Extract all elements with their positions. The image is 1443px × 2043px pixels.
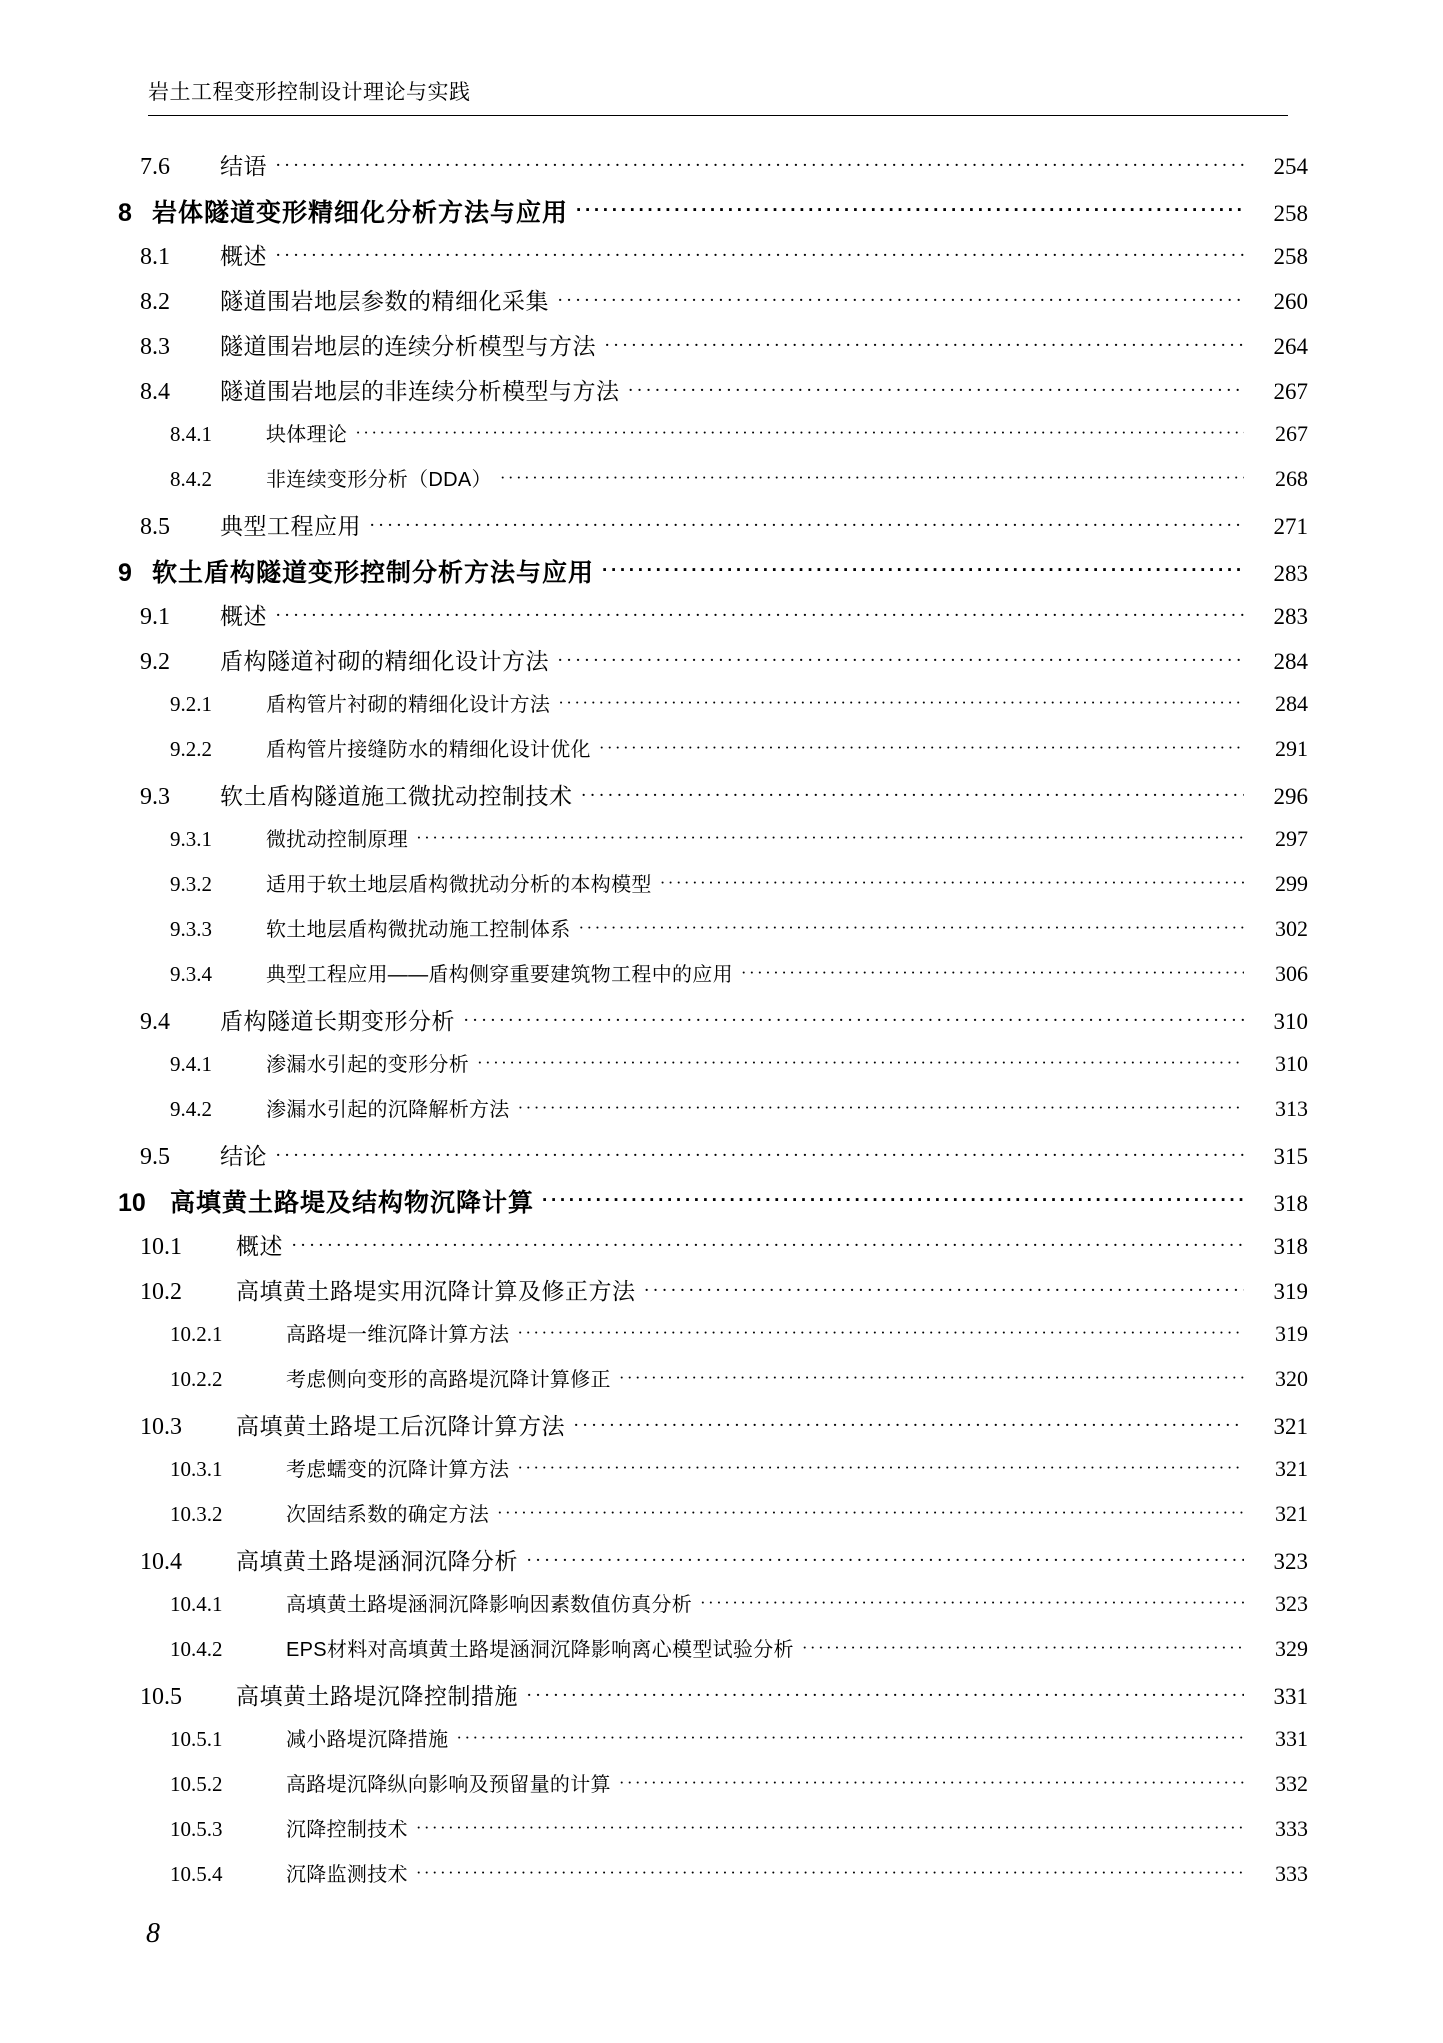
- toc-entry[interactable]: [118, 1228, 1308, 1273]
- toc-entry-title: 高填黄土路堤实用沉降计算及修正方法: [236, 1278, 636, 1304]
- toc-leader-dots: [456, 1732, 1244, 1753]
- toc-entry-title: 考虑蠕变的沉降计算方法: [286, 1459, 510, 1481]
- page-folio: 8: [146, 1918, 160, 1949]
- toc-entry-title: 隧道围岩地层的非连续分析模型与方法: [220, 378, 620, 404]
- toc-entry-number: 9.2: [140, 649, 170, 675]
- toc-entry-page-number: 329: [1275, 1636, 1308, 1661]
- toc-entry-title: 盾构管片衬砌的精细化设计方法: [266, 694, 551, 716]
- toc-entry-page-number: 284: [1273, 649, 1308, 674]
- toc-entry[interactable]: [118, 1633, 1308, 1678]
- toc-entry-title: 概述: [220, 243, 267, 269]
- toc-entry-page-number: 271: [1273, 514, 1308, 539]
- toc-entry[interactable]: [118, 1003, 1308, 1048]
- toc-entry-number: 9.3: [140, 784, 170, 810]
- toc-entry[interactable]: [118, 868, 1308, 913]
- toc-leader-dots: [660, 877, 1244, 898]
- toc-entry-page-number: 313: [1275, 1096, 1308, 1121]
- toc-entry[interactable]: [118, 778, 1308, 823]
- toc-entry-page-number: 323: [1273, 1549, 1308, 1574]
- toc-leader-dots: [416, 832, 1244, 853]
- toc-leader-dots: [355, 427, 1244, 448]
- toc-entry-title: 次固结系数的确定方法: [286, 1504, 489, 1526]
- toc-entry-number: 10.4.1: [170, 1592, 223, 1616]
- toc-entry-page-number: 333: [1275, 1861, 1308, 1886]
- toc-entry-number: 10.3.2: [170, 1502, 223, 1526]
- toc-entry-page-number: 323: [1275, 1591, 1308, 1616]
- toc-entry-number: 9.2.1: [170, 692, 212, 716]
- toc-entry[interactable]: [118, 958, 1308, 1003]
- toc-entry[interactable]: [118, 1858, 1308, 1903]
- toc-entry[interactable]: [118, 1363, 1308, 1408]
- toc-entry-title: 适用于软土地层盾构微扰动分析的本构模型: [266, 874, 652, 896]
- toc-entry-page-number: 318: [1273, 1234, 1308, 1259]
- toc-leader-dots: [526, 1554, 1244, 1578]
- toc-leader-dots: [581, 789, 1245, 813]
- toc-entry-page-number: 302: [1275, 916, 1308, 941]
- toc-entry[interactable]: [118, 598, 1308, 643]
- toc-entry[interactable]: [118, 733, 1308, 778]
- toc-entry-page-number: 268: [1275, 466, 1308, 491]
- toc-entry-page-number: 321: [1275, 1501, 1308, 1526]
- toc-entry[interactable]: [118, 1138, 1308, 1183]
- toc-entry-page-number: 310: [1275, 1051, 1308, 1076]
- toc-entry-number: 8.1: [140, 244, 170, 270]
- running-head: [148, 80, 1288, 116]
- toc-leader-dots: [557, 294, 1244, 318]
- toc-entry-number: 10.5.3: [170, 1817, 223, 1841]
- toc-entry-title: 渗漏水引起的沉降解析方法: [266, 1099, 510, 1121]
- toc-entry-title: 软土盾构隧道变形控制分析方法与应用: [152, 559, 595, 587]
- toc-entry-title: 隧道围岩地层的连续分析模型与方法: [220, 333, 596, 359]
- toc-leader-dots: [518, 1102, 1244, 1123]
- toc-entry-title: 减小路堤沉降措施: [286, 1729, 449, 1751]
- toc-entry-title: 高填黄土路堤涵洞沉降影响因素数值仿真分析: [286, 1594, 692, 1616]
- toc-leader-dots: [526, 1689, 1244, 1713]
- toc-entry-title: 典型工程应用——盾构侧穿重要建筑物工程中的应用: [266, 964, 733, 986]
- toc-leader-dots: [558, 697, 1244, 718]
- toc-entry-number: 10.5: [140, 1684, 182, 1710]
- toc-entry[interactable]: [118, 823, 1308, 868]
- toc-entry[interactable]: [118, 643, 1308, 688]
- toc-entry-number: 10.2: [140, 1279, 182, 1305]
- toc-leader-dots: [557, 654, 1244, 678]
- toc-entry-number: 9.5: [140, 1144, 170, 1170]
- toc-entry-number: 9.1: [140, 604, 170, 630]
- toc-entry-page-number: 321: [1275, 1456, 1308, 1481]
- toc-leader-dots: [579, 922, 1245, 943]
- toc-entry-title: 概述: [220, 603, 267, 629]
- toc-entry[interactable]: [118, 328, 1308, 373]
- toc-entry-title: 岩体隧道变形精细化分析方法与应用: [152, 199, 569, 227]
- toc-entry[interactable]: [118, 1813, 1308, 1858]
- toc-entry[interactable]: [118, 283, 1308, 328]
- toc-entry-page-number: 267: [1273, 379, 1308, 404]
- toc-leader-dots: [477, 1057, 1244, 1078]
- toc-entry[interactable]: [118, 373, 1308, 418]
- toc-entry-number: 10.4: [140, 1549, 182, 1575]
- toc-entry[interactable]: [118, 463, 1308, 508]
- toc-entry-title: 沉降监测技术: [286, 1864, 408, 1886]
- toc-entry[interactable]: [118, 238, 1308, 283]
- toc-entry-page-number: 331: [1273, 1684, 1308, 1709]
- toc-entry-number: 9.3.2: [170, 872, 212, 896]
- toc-entry[interactable]: [118, 1273, 1308, 1318]
- toc-leader-dots: [463, 1014, 1244, 1038]
- toc-leader-dots: [291, 1239, 1244, 1263]
- toc-entry-title: 结论: [220, 1143, 267, 1169]
- toc-entry-title: 结语: [220, 153, 267, 179]
- toc-entry-title: 隧道围岩地层参数的精细化采集: [220, 288, 549, 314]
- toc-entry-number: 8.4: [140, 379, 170, 405]
- toc-entry-page-number: 283: [1273, 604, 1308, 629]
- toc-entry-page-number: 318: [1273, 1191, 1308, 1216]
- toc-leader-dots: [644, 1284, 1245, 1308]
- toc-entry[interactable]: [118, 913, 1308, 958]
- toc-entry-title: EPS材料对高填黄土路堤涵洞沉降影响离心模型试验分析: [286, 1639, 794, 1661]
- toc-entry-page-number: 319: [1275, 1321, 1308, 1346]
- toc-entry-page-number: 264: [1273, 334, 1308, 359]
- toc-entry[interactable]: [118, 1588, 1308, 1633]
- toc-entry-page-number: 306: [1275, 961, 1308, 986]
- toc-entry-page-number: 297: [1275, 826, 1308, 851]
- toc-entry-title: 沉降控制技术: [286, 1819, 408, 1841]
- toc-entry[interactable]: [118, 1678, 1308, 1723]
- toc-entry[interactable]: [118, 1318, 1308, 1363]
- toc-entry-title: 非连续变形分析（DDA）: [266, 469, 492, 491]
- toc-entry-number: 9.4.2: [170, 1097, 212, 1121]
- toc-entry-page-number: 296: [1273, 784, 1308, 809]
- toc-entry-number: 9.3.1: [170, 827, 212, 851]
- toc-leader-dots: [497, 1507, 1244, 1528]
- toc-leader-dots: [275, 1149, 1244, 1173]
- toc-entry-title: 渗漏水引起的变形分析: [266, 1054, 469, 1076]
- toc-entry-title: 盾构管片接缝防水的精细化设计优化: [266, 739, 591, 761]
- toc-entry-page-number: 283: [1273, 561, 1308, 586]
- toc-entry-number: 9.2.2: [170, 737, 212, 761]
- toc-entry-number: 9.3.3: [170, 917, 212, 941]
- toc-entry-title: 软土盾构隧道施工微扰动控制技术: [220, 783, 573, 809]
- toc-leader-dots: [275, 159, 1244, 183]
- toc-entry-page-number: 254: [1273, 154, 1308, 179]
- toc-entry-number: 10.5.1: [170, 1727, 223, 1751]
- toc-entry-title: 高填黄土路堤工后沉降计算方法: [236, 1413, 565, 1439]
- toc-entry-number: 8.4.1: [170, 422, 212, 446]
- toc-entry[interactable]: [118, 688, 1308, 733]
- toc-entry[interactable]: [118, 508, 1308, 553]
- toc-entry-title: 盾构隧道衬砌的精细化设计方法: [220, 648, 549, 674]
- toc-entry-number: 10.2.2: [170, 1367, 223, 1391]
- toc-entry[interactable]: [118, 1768, 1308, 1813]
- toc-entry-number: 10.2.1: [170, 1322, 223, 1346]
- toc-leader-dots: [628, 384, 1245, 408]
- toc-entry-title: 典型工程应用: [220, 513, 361, 539]
- toc-entry-number: 9.4.1: [170, 1052, 212, 1076]
- toc-leader-dots: [700, 1597, 1244, 1618]
- toc-entry-number: 9.3.4: [170, 962, 212, 986]
- toc-entry-page-number: 299: [1275, 871, 1308, 896]
- toc-entry-page-number: 291: [1275, 736, 1308, 761]
- toc-leader-dots: [275, 609, 1244, 633]
- toc-leader-dots: [275, 249, 1244, 273]
- toc-entry-number: 8.2: [140, 289, 170, 315]
- toc-entry-title: 块体理论: [266, 424, 348, 446]
- toc-entry-number: 9: [118, 559, 132, 587]
- toc-leader-dots: [416, 1822, 1244, 1843]
- toc-entry-number: 10.5.2: [170, 1772, 223, 1796]
- toc-leader-dots: [599, 742, 1244, 763]
- toc-leader-dots: [517, 1327, 1244, 1348]
- toc-leader-dots: [576, 206, 1244, 231]
- toc-leader-dots: [542, 1196, 1244, 1221]
- toc-entry-page-number: 310: [1273, 1009, 1308, 1034]
- toc-entry-number: 8: [118, 199, 132, 227]
- toc-entry[interactable]: [118, 1183, 1308, 1228]
- running-head-rule: [148, 115, 1288, 116]
- toc-entry-page-number: 320: [1275, 1366, 1308, 1391]
- toc-entry-number: 8.4.2: [170, 467, 212, 491]
- toc-leader-dots: [619, 1372, 1244, 1393]
- toc-entry-page-number: 333: [1275, 1816, 1308, 1841]
- toc-leader-dots: [500, 472, 1244, 493]
- toc-leader-dots: [604, 339, 1244, 363]
- toc-leader-dots: [619, 1777, 1244, 1798]
- toc-leader-dots: [802, 1642, 1244, 1663]
- toc-entry-title: 高填黄土路堤沉降控制措施: [236, 1683, 518, 1709]
- toc-entry-title: 高路堤一维沉降计算方法: [286, 1324, 510, 1346]
- toc-entry[interactable]: [118, 193, 1308, 238]
- toc-entry-title: 高填黄土路堤及结构物沉降计算: [170, 1189, 535, 1217]
- toc-entry-number: 7.6: [140, 154, 170, 180]
- toc-entry-page-number: 267: [1275, 421, 1308, 446]
- table-of-contents: [118, 148, 1308, 1903]
- toc-entry-title: 高填黄土路堤涵洞沉降分析: [236, 1548, 518, 1574]
- toc-entry[interactable]: [118, 1723, 1308, 1768]
- toc-entry-page-number: 284: [1275, 691, 1308, 716]
- toc-entry[interactable]: [118, 1498, 1308, 1543]
- toc-entry-page-number: 258: [1273, 201, 1308, 226]
- toc-entry-number: 9.4: [140, 1009, 170, 1035]
- toc-entry[interactable]: [118, 553, 1308, 598]
- toc-leader-dots: [573, 1419, 1244, 1443]
- toc-entry-number: 10.1: [140, 1234, 182, 1260]
- toc-entry-page-number: 315: [1273, 1144, 1308, 1169]
- toc-entry-number: 10.3: [140, 1414, 182, 1440]
- running-head-title: 岩土工程变形控制设计理论与实践: [148, 80, 471, 104]
- toc-entry-title: 软土地层盾构微扰动施工控制体系: [266, 919, 571, 941]
- toc-entry-page-number: 321: [1273, 1414, 1308, 1439]
- toc-entry[interactable]: [118, 148, 1308, 193]
- toc-entry[interactable]: [118, 1093, 1308, 1138]
- toc-leader-dots: [741, 967, 1244, 988]
- toc-entry[interactable]: [118, 418, 1308, 463]
- toc-entry-number: 10: [118, 1189, 146, 1217]
- toc-entry-page-number: 258: [1273, 244, 1308, 269]
- toc-entry-number: 10.3.1: [170, 1457, 223, 1481]
- toc-leader-dots: [517, 1462, 1244, 1483]
- toc-entry[interactable]: [118, 1453, 1308, 1498]
- toc-leader-dots: [416, 1867, 1244, 1888]
- toc-entry-page-number: 319: [1273, 1279, 1308, 1304]
- toc-entry-title: 盾构隧道长期变形分析: [220, 1008, 455, 1034]
- toc-entry[interactable]: [118, 1408, 1308, 1453]
- toc-entry-page-number: 331: [1275, 1726, 1308, 1751]
- toc-entry-title: 概述: [236, 1233, 283, 1259]
- toc-leader-dots: [602, 566, 1244, 591]
- toc-entry-number: 8.3: [140, 334, 170, 360]
- toc-entry-page-number: 332: [1275, 1771, 1308, 1796]
- toc-entry-number: 10.4.2: [170, 1637, 223, 1661]
- toc-entry-title: 微扰动控制原理: [266, 829, 409, 851]
- toc-entry[interactable]: [118, 1543, 1308, 1588]
- toc-entry-title: 高路堤沉降纵向影响及预留量的计算: [286, 1774, 611, 1796]
- toc-entry[interactable]: [118, 1048, 1308, 1093]
- toc-entry-page-number: 260: [1273, 289, 1308, 314]
- toc-entry-title: 考虑侧向变形的高路堤沉降计算修正: [286, 1369, 611, 1391]
- toc-entry-number: 8.5: [140, 514, 170, 540]
- toc-leader-dots: [369, 519, 1244, 543]
- toc-entry-number: 10.5.4: [170, 1862, 223, 1886]
